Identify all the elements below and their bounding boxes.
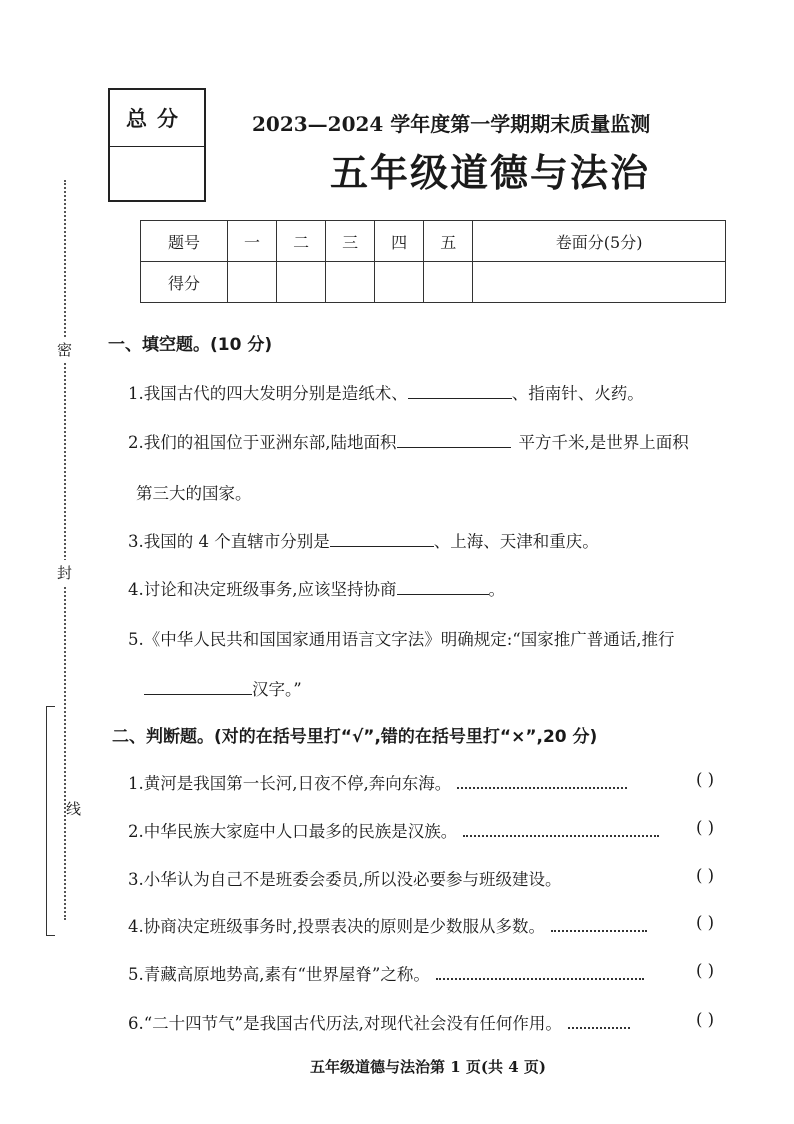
judgement-item: 6.“二十四节气”是我国古代历法,对现代社会没有任何作用。 <box>128 1010 630 1034</box>
answer-bracket[interactable]: ( ) <box>696 866 715 885</box>
question-1-5: 5.《中华人民共和国国家通用语言文字法》明确规定:“国家推广普通话,推行 <box>128 630 675 649</box>
question-1-4: 4.讨论和决定班级事务,应该坚持协商 。 <box>128 580 505 599</box>
score-entry-cell[interactable] <box>375 262 424 303</box>
judgement-item: 5.青藏高原地势高,素有“世界屋脊”之称。 <box>128 961 644 985</box>
binding-char-feng: 封 <box>57 560 72 585</box>
total-score-box <box>108 88 206 202</box>
answer-blank[interactable] <box>397 580 489 595</box>
score-entry-cell[interactable] <box>424 262 473 303</box>
score-table-cell: 五 <box>424 221 473 262</box>
score-table-cell: 三 <box>326 221 375 262</box>
score-entry-cell[interactable] <box>228 262 277 303</box>
binding-char-xian: 线 <box>66 796 81 821</box>
judgement-item: 2.中华民族大家庭中人口最多的民族是汉族。 <box>128 818 659 842</box>
question-1-1: 1.我国古代的四大发明分别是造纸术、 、指南针、火药。 <box>128 384 644 403</box>
score-table-cell: 卷面分(5分) <box>473 221 726 262</box>
score-table-header-row <box>141 221 726 262</box>
section-1-title: 一、填空题。(10 分) <box>108 335 273 355</box>
score-table-cell: 二 <box>277 221 326 262</box>
judgement-item: 3.小华认为自己不是班委会委员,所以没必要参与班级建设。 <box>128 870 562 889</box>
answer-blank[interactable] <box>330 532 434 547</box>
page-footer: 五年级道德与法治第 1 页(共 4 页) <box>310 1058 546 1076</box>
section-2-title: 二、判断题。(对的在括号里打“√”,错的在括号里打“×”,20 分) <box>112 727 598 747</box>
score-table-score-row <box>141 262 726 303</box>
score-entry-cell[interactable] <box>473 262 726 303</box>
score-table-cell: 得分 <box>141 262 228 303</box>
question-1-5-continued: 汉字。” <box>144 676 302 700</box>
subject-title: 五年级道德与法治 <box>330 150 651 195</box>
score-table-cell: 题号 <box>141 221 228 262</box>
binding-char-mi: 密 <box>57 337 72 362</box>
score-table <box>140 220 726 303</box>
answer-blank[interactable] <box>397 433 511 448</box>
question-1-2-continued: 第三大的国家。 <box>136 484 252 503</box>
answer-blank[interactable] <box>144 680 252 695</box>
question-1-3: 3.我国的 4 个直辖市分别是 、上海、天津和重庆。 <box>128 532 599 551</box>
question-1-2: 2.我们的祖国位于亚洲东部,陆地面积 平方千米,是世界上面积 <box>128 433 689 452</box>
answer-blank[interactable] <box>408 384 512 399</box>
answer-bracket[interactable]: ( ) <box>696 913 715 932</box>
exam-heading: 2023—2024 学年度第一学期期末质量监测 <box>252 112 651 136</box>
score-entry-cell[interactable] <box>277 262 326 303</box>
judgement-item: 4.协商决定班级事务时,投票表决的原则是少数服从多数。 <box>128 913 647 937</box>
total-score-label: 总分 <box>110 90 204 147</box>
score-entry-cell[interactable] <box>326 262 375 303</box>
answer-bracket[interactable]: ( ) <box>696 818 715 837</box>
answer-bracket[interactable]: ( ) <box>696 770 715 789</box>
score-table-cell: 一 <box>228 221 277 262</box>
answer-bracket[interactable]: ( ) <box>696 961 715 980</box>
judgement-item: 1.黄河是我国第一长河,日夜不停,奔向东海。 <box>128 770 627 794</box>
binding-bracket <box>46 706 55 936</box>
score-table-cell: 四 <box>375 221 424 262</box>
answer-bracket[interactable]: ( ) <box>696 1010 715 1029</box>
